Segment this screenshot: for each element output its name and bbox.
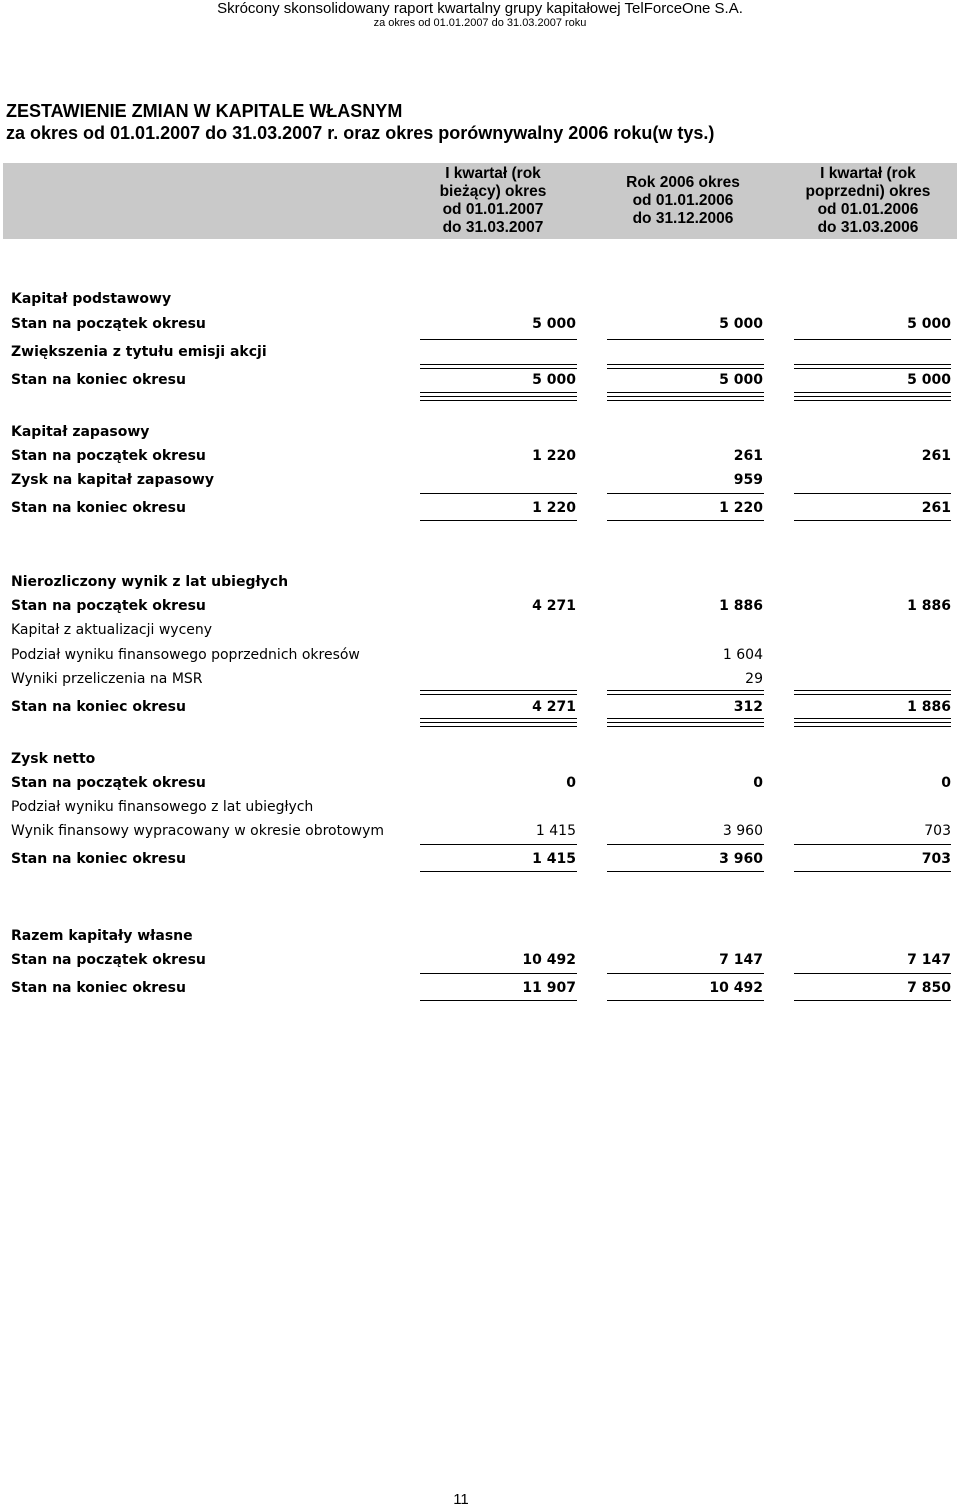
table-row: Stan na koniec okresu 11 907 10 492 7 850 — [11, 980, 951, 996]
underline — [607, 871, 764, 872]
underline — [607, 493, 764, 494]
report-header-period: za okres od 01.01.2007 do 31.03.2007 roku — [373, 17, 587, 29]
table-row: Wynik finansowy wypracowany w okresie obrotowym 1 415 3 960 703 — [11, 823, 951, 839]
underline — [607, 520, 764, 521]
underline — [794, 339, 951, 340]
table-row: Kapitał z aktualizacji wyceny — [11, 622, 213, 638]
underline — [607, 1000, 764, 1001]
underline — [420, 392, 577, 401]
underline — [794, 520, 951, 521]
underline — [420, 871, 577, 872]
section-heading: Kapitał podstawowy — [11, 291, 172, 307]
underline — [607, 690, 764, 695]
underline — [420, 718, 577, 727]
table-row: Podział wyniku finansowego poprzednich okresów 1 604 — [11, 647, 763, 663]
underline — [420, 690, 577, 695]
table-row: Podział wyniku finansowego z lat ubiegłych — [11, 799, 314, 815]
table-row: Stan na koniec okresu 5 000 5 000 5 000 — [11, 372, 951, 388]
table-row: Stan na początek okresu 5 000 5 000 5 000 — [11, 316, 951, 332]
table-row: Stan na początek okresu 1 220 261 261 — [11, 448, 951, 464]
underline — [607, 392, 764, 401]
table-row: Stan na koniec okresu 4 271 312 1 886 — [11, 699, 951, 715]
table-row: Stan na początek okresu 10 492 7 147 7 147 — [11, 952, 951, 968]
column-header-q1-2006: I kwartał (rok poprzedni) okres od 01.01.2006 do 31.03.2006 — [805, 165, 931, 236]
underline — [607, 339, 764, 340]
page-number: 11 — [453, 1491, 469, 1508]
table-row: Stan na początek okresu 4 271 1 886 1 886 — [11, 598, 951, 614]
section-heading: Nierozliczony wynik z lat ubiegłych — [11, 574, 289, 590]
table-row: Stan na początek okresu 0 0 0 — [11, 775, 951, 791]
column-header-q1-2007: I kwartał (rok bieżący) okres od 01.01.2007 do 31.03.2007 — [439, 165, 547, 236]
table-row: Stan na koniec okresu 1 415 3 960 703 — [11, 851, 951, 867]
table-row: Wyniki przeliczenia na MSR 29 — [11, 671, 763, 687]
underline — [794, 871, 951, 872]
underline — [794, 844, 951, 845]
table-row: Zwiększenia z tytułu emisji akcji — [11, 344, 267, 360]
underline — [607, 844, 764, 845]
underline — [420, 339, 577, 340]
underline — [420, 520, 577, 521]
underline — [420, 1000, 577, 1001]
underline — [794, 364, 951, 369]
underline — [794, 718, 951, 727]
section-heading: Kapitał zapasowy — [11, 424, 150, 440]
underline — [607, 364, 764, 369]
column-header-band — [3, 163, 957, 239]
statement-subtitle: za okres od 01.01.2007 do 31.03.2007 r. oraz okres porównywalny 2006 roku(w tys.) — [6, 123, 715, 143]
underline — [794, 392, 951, 401]
table-row: Stan na koniec okresu 1 220 1 220 261 — [11, 500, 951, 516]
underline — [794, 690, 951, 695]
underline — [794, 973, 951, 974]
section-heading: Razem kapitały własne — [11, 928, 193, 944]
underline — [420, 844, 577, 845]
statement-title: ZESTAWIENIE ZMIAN W KAPITALE WŁASNYM — [6, 101, 403, 121]
underline — [420, 364, 577, 369]
underline — [794, 493, 951, 494]
underline — [420, 493, 577, 494]
underline — [607, 973, 764, 974]
column-header-year-2006: Rok 2006 okres od 01.01.2006 do 31.12.2006 — [626, 174, 740, 227]
underline — [794, 1000, 951, 1001]
report-header-title: Skrócony skonsolidowany raport kwartalny grupy kapitałowej TelForceOne S.A. — [217, 0, 743, 17]
underline — [607, 718, 764, 727]
table-row: Zysk na kapitał zapasowy 959 — [11, 472, 763, 488]
underline — [420, 973, 577, 974]
section-heading: Zysk netto — [11, 751, 96, 767]
